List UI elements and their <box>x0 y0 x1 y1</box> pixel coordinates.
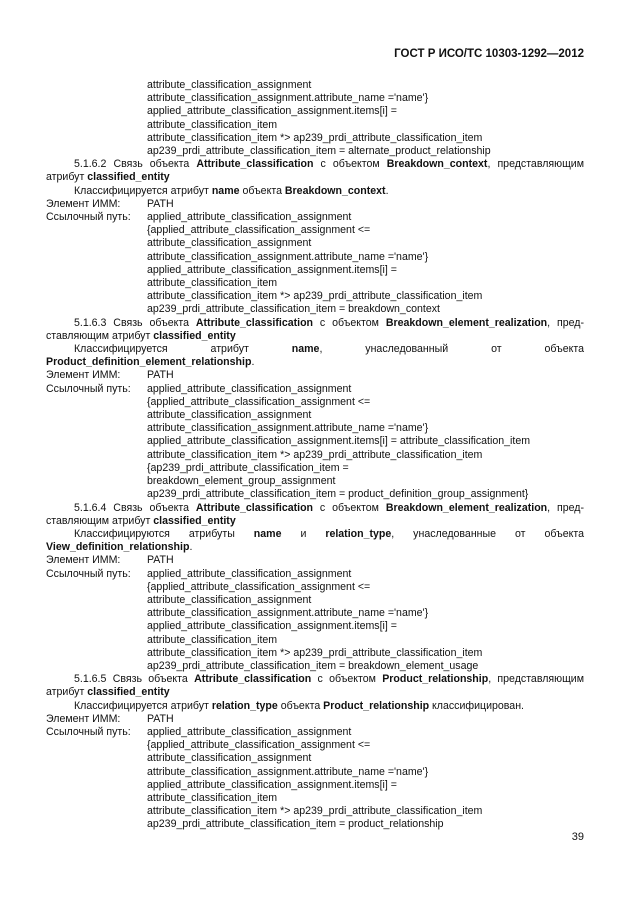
section-heading: 5.1.6.5 Связь объекта Attribute_classification с объектом Product_relationship, представляющим атрибут classified_entity <box>46 673 584 699</box>
reference-path-label: Ссылочный путь: <box>46 567 131 580</box>
path-line: attribute_classification_item <box>147 633 278 646</box>
path-line: attribute_classification_item *> ap239_prdi_attribute_classification_item <box>147 131 483 144</box>
path-line: applied_attribute_classification_assignment.items[i] = <box>147 620 397 633</box>
reference-path-row <box>46 383 584 396</box>
section-5-1-6-5 <box>46 673 584 831</box>
aim-element-label: Элемент ИММ: <box>46 712 121 725</box>
path-line: attribute_classification_assignment.attribute_name ='name'} <box>147 92 429 105</box>
aim-element-label: Элемент ИММ: <box>46 369 121 382</box>
reference-path-row <box>46 726 584 739</box>
aim-element-row <box>46 554 584 567</box>
path-line: attribute_classification_item *> ap239_prdi_attribute_classification_item <box>147 805 483 818</box>
reference-path-label: Ссылочный путь: <box>46 725 131 738</box>
path-line: {applied_attribute_classification_assignment <= <box>147 739 371 752</box>
path-line: attribute_classification_assignment <box>147 237 312 250</box>
aim-element-value: PATH <box>147 197 174 210</box>
path-line: attribute_classification_assignment.attribute_name ='name'} <box>147 607 429 620</box>
path-line: {ap239_prdi_attribute_classification_item = <box>147 461 349 474</box>
path-line: attribute_classification_item *> ap239_prdi_attribute_classification_item <box>147 448 483 461</box>
path-line: attribute_classification_assignment.attribute_name ='name'} <box>147 765 429 778</box>
path-line: attribute_classification_assignment <box>147 593 312 606</box>
path-line: attribute_classification_assignment <box>147 79 312 91</box>
reference-path-label: Ссылочный путь: <box>46 211 131 224</box>
section-description: Классифицируются атрибуты name и relation_type, унаследованные от объекта View_definition_relationship. <box>46 527 584 554</box>
path-line: ap239_prdi_attribute_classification_item = breakdown_element_usage <box>147 659 479 672</box>
path-line: attribute_classification_item *> ap239_prdi_attribute_classification_item <box>147 290 483 303</box>
section-5-1-6-2 <box>46 158 584 316</box>
path-line: applied_attribute_classification_assignment.items[i] = <box>147 263 397 276</box>
path-line: ap239_prdi_attribute_classification_item = alternate_product_relationship <box>147 145 491 158</box>
path-line: applied_attribute_classification_assignment.items[i] = attribute_classification_item <box>147 435 531 448</box>
path-line: attribute_classification_assignment <box>147 409 312 422</box>
aim-element-row <box>46 369 584 382</box>
path-line: {applied_attribute_classification_assignment <= <box>147 395 371 408</box>
path-line: breakdown_element_group_assignment <box>147 475 336 488</box>
path-line: ap239_prdi_attribute_classification_item = product_relationship <box>147 818 444 831</box>
path-line: applied_attribute_classification_assignment <box>147 567 352 580</box>
standard-header: ГОСТ Р ИСО/ТС 10303-1292—2012 <box>394 48 584 60</box>
path-line: applied_attribute_classification_assignment.items[i] = <box>147 105 397 118</box>
path-line: attribute_classification_item <box>147 791 278 804</box>
path-line: {applied_attribute_classification_assignment <= <box>147 224 371 237</box>
path-line: attribute_classification_item <box>147 277 278 290</box>
section-description: Классифицируется атрибут relation_type объекта Product_relationship классифицирован. <box>74 699 524 712</box>
path-line: ap239_prdi_attribute_classification_item = breakdown_context <box>147 303 440 316</box>
path-line: attribute_classification_item *> ap239_prdi_attribute_classification_item <box>147 646 483 659</box>
path-line: applied_attribute_classification_assignment <box>147 725 352 738</box>
path-line: applied_attribute_classification_assignment <box>147 382 352 395</box>
aim-element-row <box>46 198 584 211</box>
path-line: attribute_classification_assignment.attribute_name ='name'} <box>147 422 429 435</box>
continued-path <box>46 79 584 158</box>
section-heading: 5.1.6.3 Связь объекта Attribute_classification с объектом Breakdown_element_realization, пред-ставляющим атрибут classified_entity <box>46 316 584 342</box>
path-line: applied_attribute_classification_assignment.items[i] = <box>147 778 397 791</box>
page-number: 39 <box>571 831 584 843</box>
aim-element-row <box>46 713 584 726</box>
section-description: Классифицируется атрибут name, унаследованный от объекта Product_definition_element_relationship. <box>46 343 584 369</box>
aim-element-value: PATH <box>147 712 174 725</box>
section-5-1-6-3 <box>46 317 584 502</box>
path-line: applied_attribute_classification_assignment <box>147 211 352 224</box>
document-body <box>46 79 584 832</box>
reference-path-label: Ссылочный путь: <box>46 382 131 395</box>
section-heading: 5.1.6.4 Связь объекта Attribute_classification с объектом Breakdown_element_realization, пред-ставляющим атрибут classified_entity <box>46 501 584 527</box>
path-line: ap239_prdi_attribute_classification_item = product_definition_group_assignment} <box>147 488 529 501</box>
path-line: attribute_classification_assignment.attribute_name ='name'} <box>147 250 429 263</box>
reference-path-row <box>46 211 584 224</box>
section-5-1-6-4 <box>46 502 584 674</box>
section-heading: 5.1.6.2 Связь объекта Attribute_classification с объектом Breakdown_context, представляющим атрибут classified_entity <box>46 158 584 184</box>
aim-element-label: Элемент ИММ: <box>46 554 121 567</box>
reference-path-row <box>46 568 584 581</box>
path-line: attribute_classification_item <box>147 118 278 131</box>
aim-element-label: Элемент ИММ: <box>46 197 121 210</box>
path-line: attribute_classification_assignment <box>147 752 312 765</box>
aim-element-value: PATH <box>147 369 174 382</box>
path-line: {applied_attribute_classification_assignment <= <box>147 580 371 593</box>
aim-element-value: PATH <box>147 554 174 567</box>
section-description: Классифицируется атрибут name объекта Breakdown_context. <box>74 184 389 197</box>
